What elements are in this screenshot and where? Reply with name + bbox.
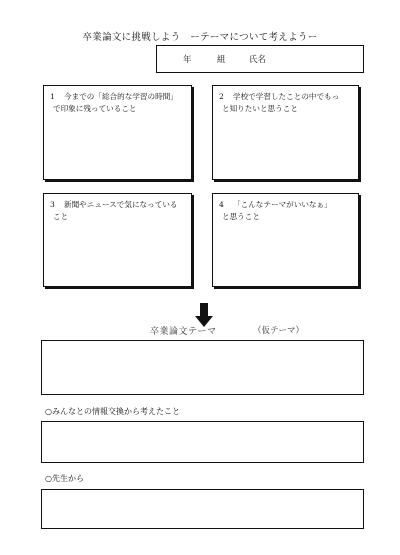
worksheet-title: 卒業論文に挑戦しよう ーテーマについて考えようー bbox=[82, 32, 318, 43]
section-label-exchange: ○みんなとの情報交換から考えたこと bbox=[45, 407, 180, 416]
question-1-line1: 1 今までの「総合的な学習の時間」 bbox=[50, 92, 178, 101]
name-label: 氏名 bbox=[249, 55, 267, 65]
name-field-box[interactable] bbox=[156, 45, 364, 73]
class-label: 組 bbox=[217, 55, 226, 65]
section-label-teacher: ○先生から bbox=[45, 474, 84, 483]
question-box-4[interactable] bbox=[212, 193, 359, 287]
question-3-line1: 3 新聞やニュースで気になっている bbox=[50, 200, 178, 209]
question-1-line2: で印象に残っていること bbox=[53, 104, 137, 113]
theme-input-box[interactable] bbox=[41, 340, 364, 395]
question-box-2[interactable] bbox=[212, 85, 359, 180]
question-box-3[interactable] bbox=[43, 193, 192, 287]
question-2-line1: 2 学校で学習したことの中でもっ bbox=[219, 92, 340, 101]
question-4-line1: 4 「こんなテーマがいいなぁ」 bbox=[219, 200, 332, 209]
question-3-line2: こと bbox=[53, 212, 69, 221]
teacher-input-box[interactable] bbox=[41, 489, 364, 529]
exchange-input-box[interactable] bbox=[41, 421, 364, 463]
question-4-line2: と思うこと bbox=[222, 212, 260, 221]
theme-label: 卒業論文テーマ bbox=[150, 327, 217, 337]
question-2-line2: と知りたいと思うこと bbox=[222, 104, 298, 113]
year-label: 年 bbox=[183, 55, 192, 65]
theme-sub-label: （仮テーマ） bbox=[253, 326, 305, 336]
question-box-1[interactable] bbox=[43, 85, 192, 180]
